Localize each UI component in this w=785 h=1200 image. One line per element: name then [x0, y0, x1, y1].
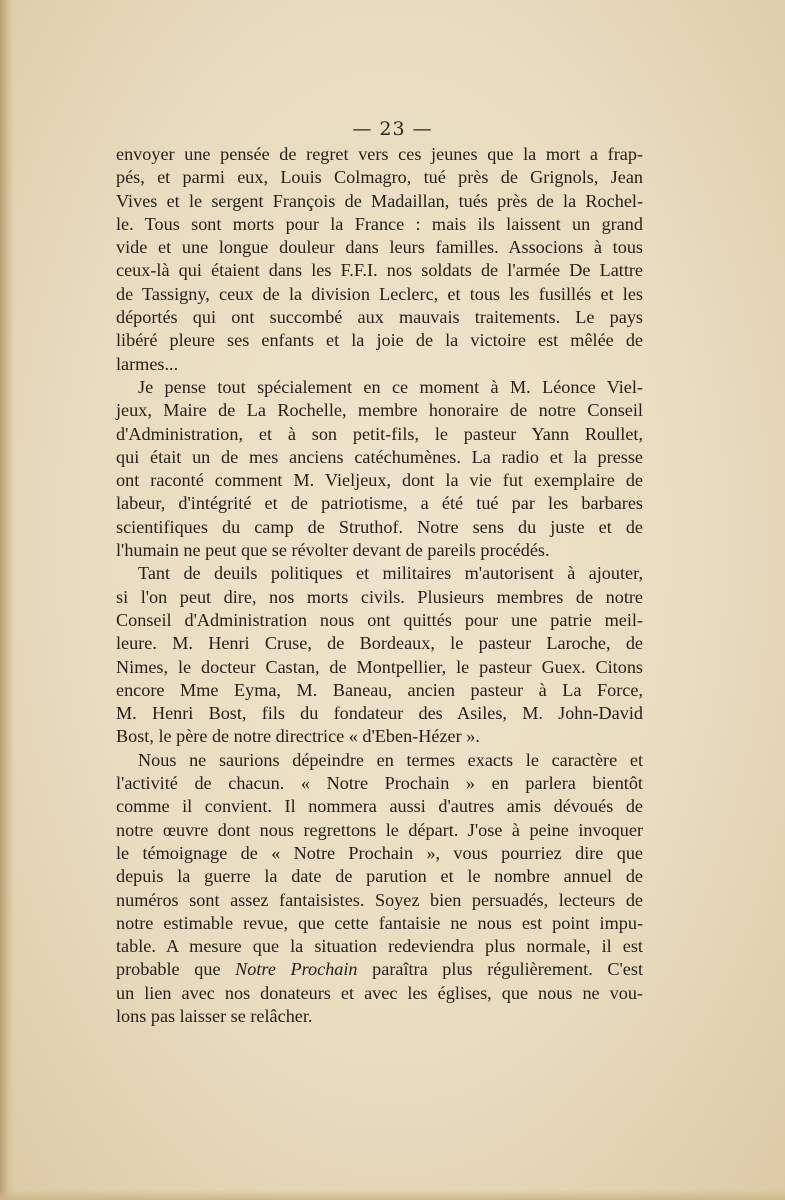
text-segment: probable que	[116, 959, 236, 980]
text-segment: paraîtra plus régulièrement. C'est	[357, 959, 644, 980]
page-number: — 23 —	[352, 118, 433, 140]
text-line: labeur, d'intégrité et de patriotisme, a été tué par les barbares	[116, 493, 643, 514]
text-line: Vives et le sergent François de Madaillan, tués près de la Rochel-	[116, 190, 643, 211]
text-line: si l'on peut dire, nos morts civils. Plusieurs membres de notre	[116, 586, 643, 607]
text-line: vide et une longue douleur dans leurs familles. Associons à tous	[116, 237, 643, 258]
text-line: qui était un de mes anciens catéchumènes. La radio et la presse	[116, 446, 643, 467]
text-line: ont raconté comment M. Vieljeux, dont la vie fut exemplaire de	[116, 470, 643, 491]
text-line: de Tassigny, ceux de la division Leclerc, et tous les fusillés et les	[116, 283, 643, 304]
text-line: numéros sont assez fantaisistes. Soyez bien persuadés, lecteurs de	[116, 889, 643, 910]
text-line: l'humain ne peut que se révolter devant de pareils procédés.	[116, 540, 550, 561]
text-line: Nous ne saurions dépeindre en termes exacts le caractère et	[138, 749, 643, 770]
publication-title: Notre Prochain	[235, 959, 358, 980]
text-line: M. Henri Bost, fils du fondateur des Asiles, M. John-David	[116, 703, 643, 724]
text-line: jeux, Maire de La Rochelle, membre honoraire de notre Conseil	[116, 400, 643, 421]
page-bottom-edge	[0, 1190, 785, 1200]
text-line: scientifiques du camp de Struthof. Notre sens du juste et de	[116, 516, 643, 537]
text-line: notre œuvre dont nous regrettons le départ. J'ose à peine invoquer	[116, 819, 643, 840]
text-line: Conseil d'Administration nous ont quittés pour une patrie meil-	[116, 609, 643, 630]
text-line: le. Tous sont morts pour la France : mais ils laissent un grand	[116, 213, 643, 234]
text-line: d'Administration, et à son petit-fils, le pasteur Yann Roullet,	[116, 423, 643, 444]
text-line: le témoignage de « Notre Prochain », vous pourriez dire que	[116, 842, 643, 863]
text-line: table. A mesure que la situation redeviendra plus normale, il est	[116, 936, 643, 957]
text-line: déportés qui ont succombé aux mauvais traitements. Le pays	[116, 307, 643, 328]
text-line: l'activité de chacun. « Notre Prochain » en parlera bientôt	[116, 773, 643, 794]
text-line: Tant de deuils politiques et militaires m'autorisent à ajouter,	[138, 563, 643, 584]
text-line: Je pense tout spécialement en ce moment à M. Léonce Viel-	[138, 376, 643, 397]
text-line: libéré pleure ses enfants et la joie de la victoire est mêlée de	[116, 330, 643, 351]
body-text	[116, 143, 643, 1028]
text-line-with-title	[116, 958, 643, 981]
text-line: larmes...	[116, 353, 179, 374]
text-line: comme il convient. Il nommera aussi d'autres amis dévoués de	[116, 796, 643, 817]
text-line: un lien avec nos donateurs et avec les églises, que nous ne vou-	[116, 982, 643, 1003]
text-line: leure. M. Henri Cruse, de Bordeaux, le pasteur Laroche, de	[116, 633, 643, 654]
text-line: depuis la guerre la date de parution et le nombre annuel de	[116, 866, 643, 887]
text-line: Nimes, le docteur Castan, de Montpellier, le pasteur Guex. Citons	[116, 656, 643, 677]
text-line: ceux-là qui étaient dans les F.F.I. nos soldats de l'armée De Lattre	[116, 260, 643, 281]
page-binding-edge	[0, 0, 14, 1200]
text-line: lons pas laisser se relâcher.	[116, 1005, 313, 1026]
text-line: envoyer une pensée de regret vers ces jeunes que la mort a frap-	[116, 144, 643, 164]
text-line: Bost, le père de notre directrice « d'Eben-Hézer ».	[116, 726, 480, 747]
text-line: encore Mme Eyma, M. Baneau, ancien pasteur à La Force,	[116, 679, 643, 700]
text-line: notre estimable revue, que cette fantaisie ne nous est point impu-	[116, 912, 643, 933]
text-line: pés, et parmi eux, Louis Colmagro, tué près de Grignols, Jean	[116, 167, 643, 188]
